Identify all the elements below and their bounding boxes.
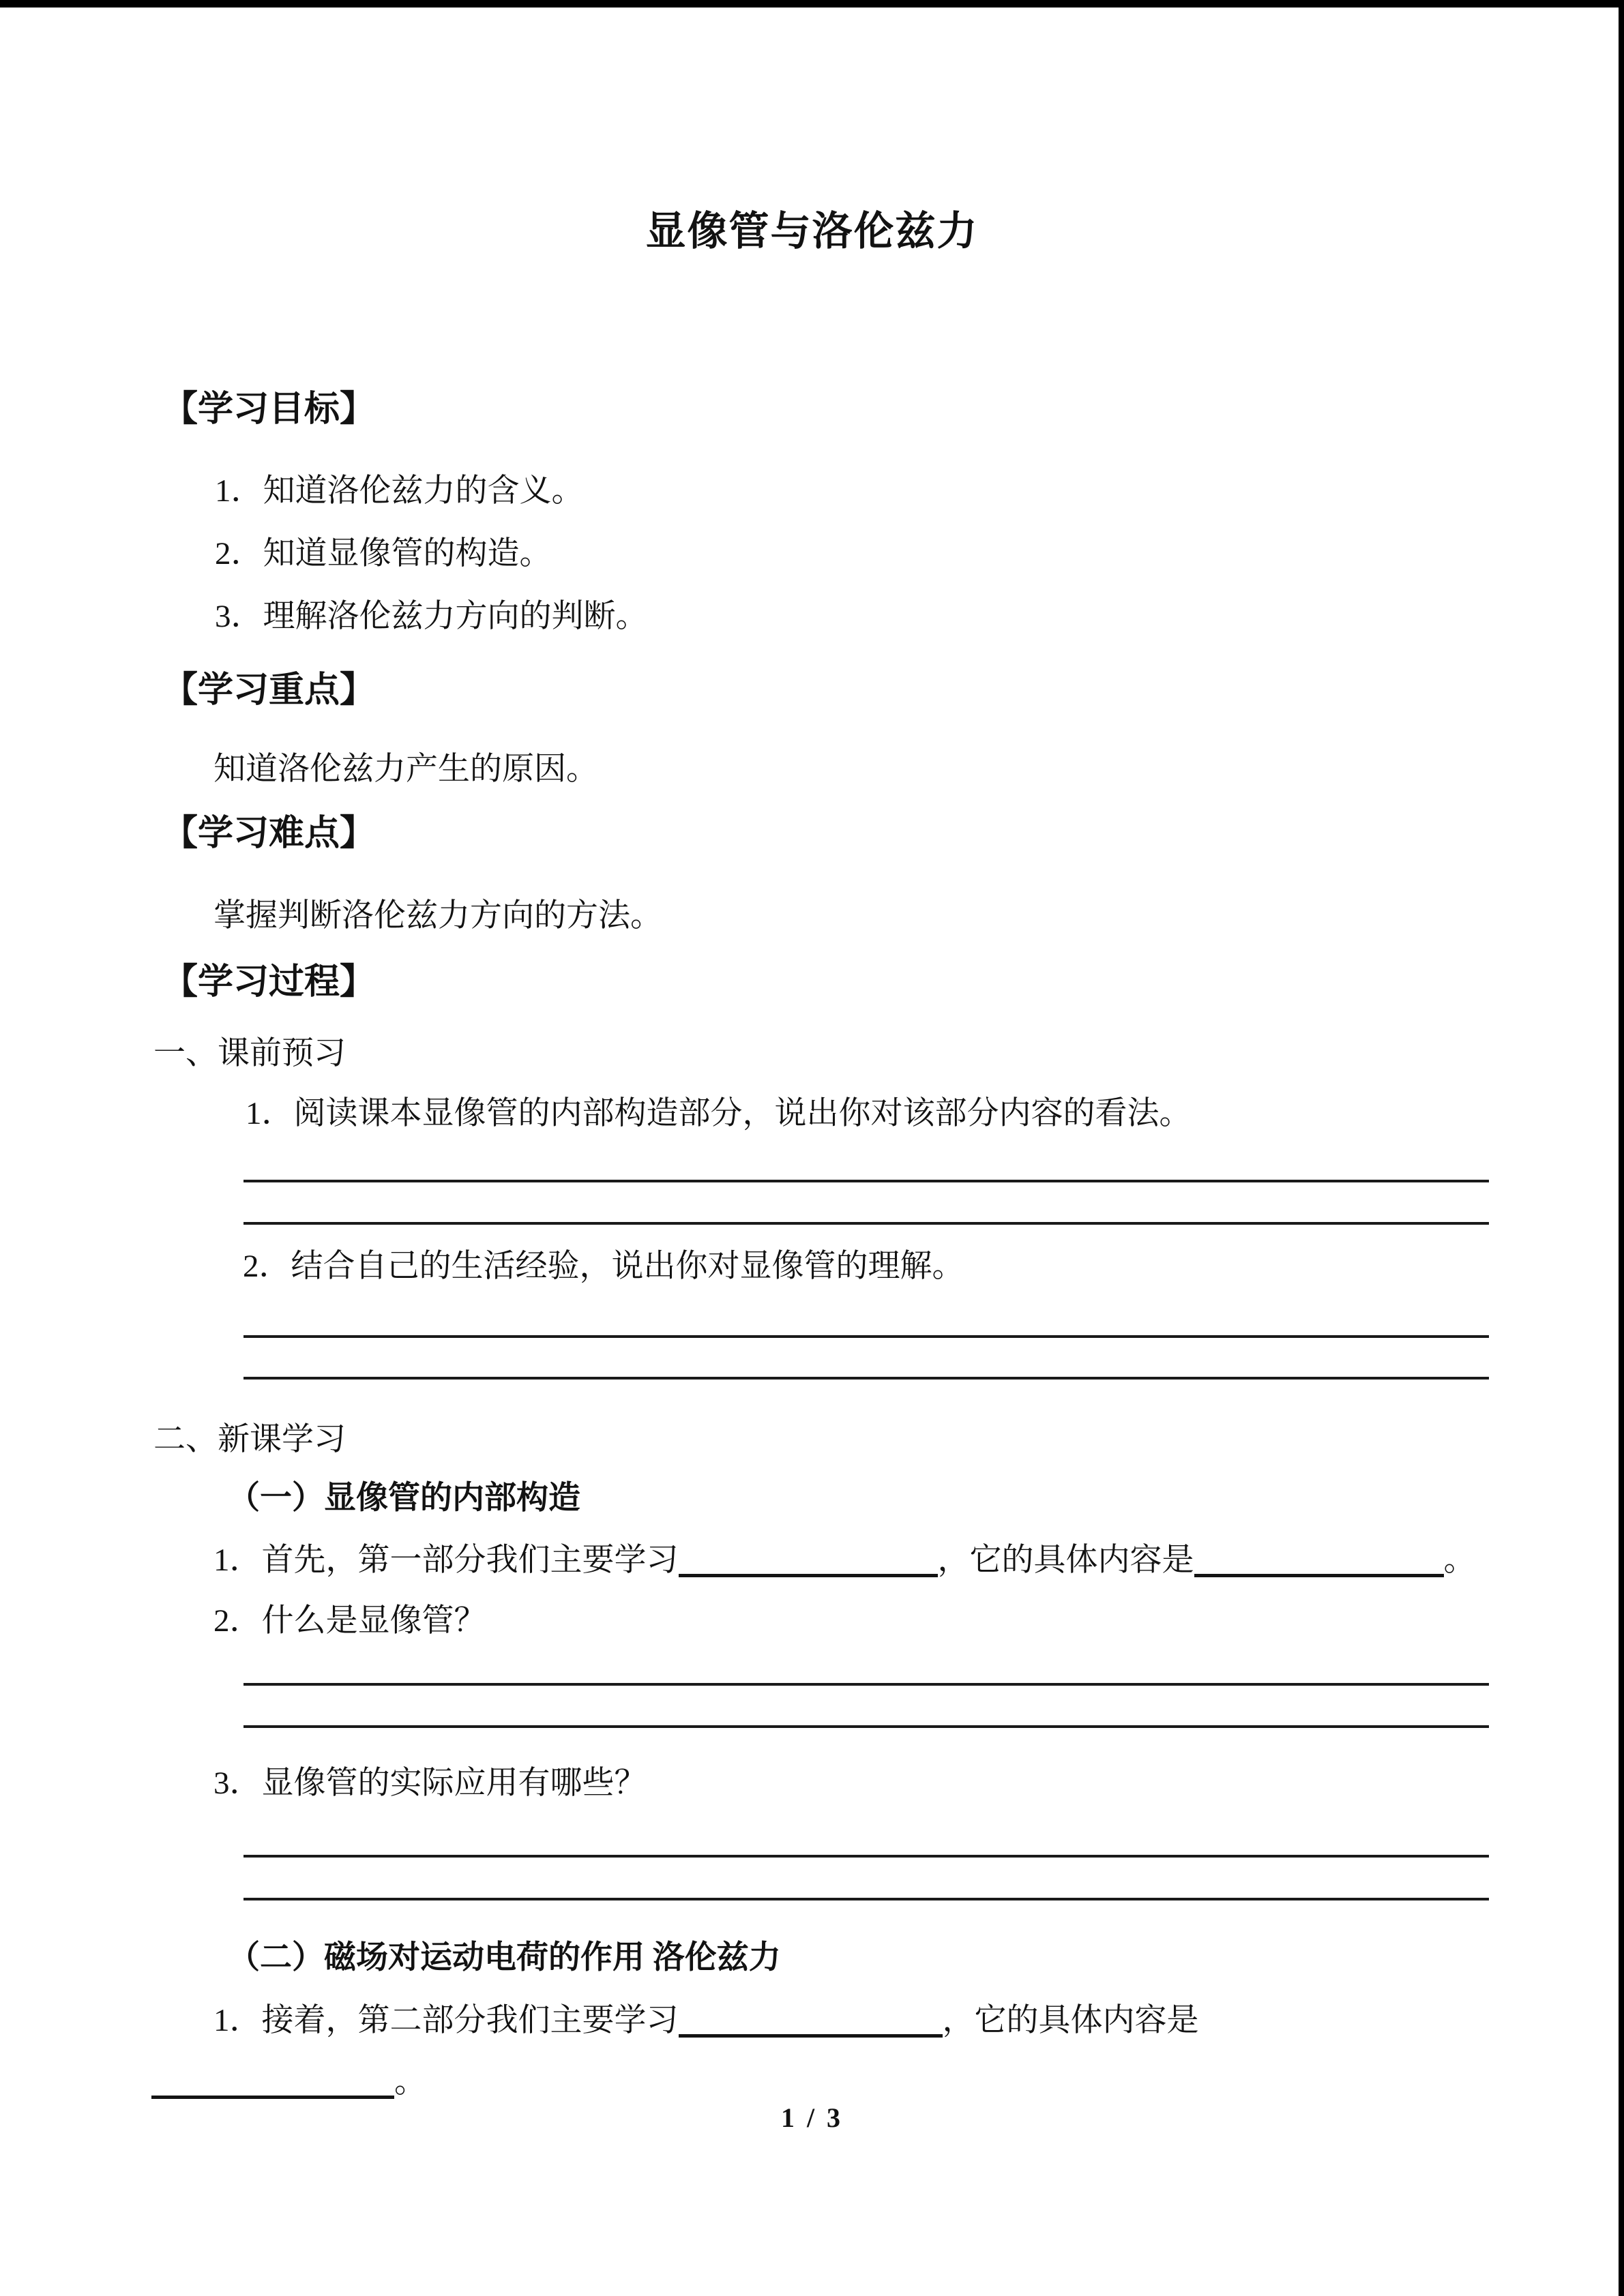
part1-q1-text-end: 。 — [1443, 1542, 1476, 1578]
scan-edge-right — [1619, 0, 1624, 2296]
part1-heading: （一）显像管的内部构造 — [228, 1480, 580, 1516]
part2-q1-tail-end: 。 — [394, 2064, 426, 2100]
answer-line — [243, 1180, 1489, 1182]
blank-underline — [1194, 1549, 1444, 1577]
part2-question-1-continuation — [151, 2063, 426, 2100]
part2-heading: （二）磁场对运动电荷的作用 洛伦兹力 — [228, 1940, 781, 1976]
answer-line — [243, 1335, 1489, 1338]
section-heading-key-point: 【学习重点】 — [162, 671, 376, 710]
blank-underline — [679, 1549, 938, 1577]
document-title: 显像管与洛伦兹力 — [645, 209, 979, 254]
preview-heading: 一、课前预习 — [153, 1036, 346, 1071]
part2-q1-text-pre: 1．接着，第二部分我们主要学习 — [213, 2003, 679, 2038]
part1-question-1 — [213, 1542, 1476, 1579]
new-lesson-heading: 二、新课学习 — [153, 1422, 346, 1457]
answer-line — [243, 1377, 1489, 1380]
part1-question-2: 2．什么是显像管？ — [213, 1603, 486, 1639]
page-number: 1 / 3 — [780, 2102, 844, 2133]
preview-question-1: 1．阅读课本显像管的内部构造部分，说出你对该部分内容的看法。 — [246, 1096, 1192, 1131]
key-point-text: 知道洛伦兹力产生的原因。 — [213, 751, 598, 787]
part2-q1-text-mid: ，它的具体内容是 — [942, 2003, 1199, 2038]
answer-line — [243, 1725, 1489, 1728]
objective-item-3: 3．理解洛伦兹力方向的判断。 — [215, 599, 648, 634]
objective-item-1: 1．知道洛伦兹力的含义。 — [215, 473, 584, 509]
part2-question-1 — [213, 2002, 1199, 2039]
scan-edge-top — [0, 0, 1624, 8]
blank-underline — [151, 2071, 394, 2099]
preview-question-2: 2．结合自己的生活经验，说出你对显像管的理解。 — [243, 1249, 964, 1284]
difficulty-text: 掌握判断洛伦兹力方向的方法。 — [213, 898, 662, 934]
answer-line — [243, 1222, 1489, 1225]
blank-underline — [679, 2010, 943, 2038]
answer-line — [243, 1683, 1489, 1686]
part1-q1-text-mid: ，它的具体内容是 — [937, 1542, 1194, 1578]
part1-q1-text-pre: 1．首先，第一部分我们主要学习 — [213, 1542, 679, 1578]
answer-line — [243, 1898, 1489, 1900]
section-heading-difficulty: 【学习难点】 — [162, 814, 376, 853]
answer-line — [243, 1855, 1489, 1858]
section-heading-process: 【学习过程】 — [162, 963, 376, 1002]
objective-item-2: 2．知道显像管的构造。 — [215, 536, 552, 571]
section-heading-objectives: 【学习目标】 — [162, 390, 376, 429]
part1-question-3: 3．显像管的实际应用有哪些？ — [213, 1765, 647, 1801]
